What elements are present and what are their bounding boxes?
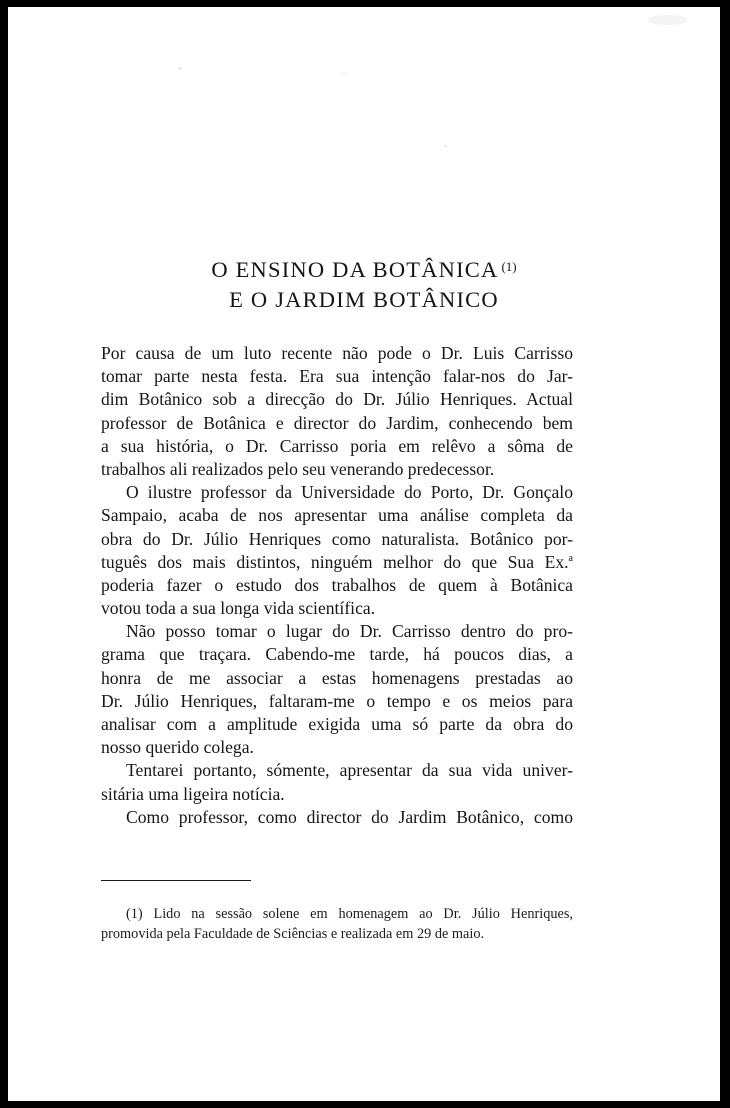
text-line: honra de me associar a estas homenagens prestadas ao <box>101 667 573 688</box>
text-line: tomar parte nesta festa. Era sua intenção falar-nos do Jar- <box>101 366 573 387</box>
text-line <box>101 551 573 574</box>
paper-speck <box>343 73 345 75</box>
text-line: poderia fazer o estudo dos trabalhos de quem à Botânica <box>101 574 573 595</box>
footnote-line: promovida pela Faculdade de Sciências e realizada em 29 de maio. <box>101 926 485 942</box>
text-line: a sua história, o Dr. Carrisso poria em relêvo a sôma de <box>101 435 573 456</box>
text-line: Por causa de um luto recente não pode o Dr. Luis Carrisso <box>101 343 573 363</box>
text-line: professor de Botânica e director do Jardim, conhecendo bem <box>101 412 573 433</box>
text-line: sitária uma ligeira notícia. <box>101 783 285 804</box>
document-page <box>8 7 720 1101</box>
footnote-divider <box>101 880 251 881</box>
text-line: dim Botânico sob a direcção do Dr. Júlio Henriques. Actual <box>101 389 573 410</box>
paper-speck <box>178 67 181 70</box>
text-line: nosso querido colega. <box>101 737 254 758</box>
footnote-line: (1) Lido na sessão solene em homenagem ao Dr. Júlio Henriques, <box>126 906 573 922</box>
text-line: analisar com a amplitude exigida uma só parte da obra do <box>101 714 573 734</box>
paper-speck <box>648 15 688 25</box>
text-line: Dr. Júlio Henriques, faltaram-me o tempo e os meios para <box>101 690 573 711</box>
text-line-content: tuguês dos mais distintos, ninguém melhor do que Sua Ex. <box>101 551 569 572</box>
paper-speck <box>444 145 447 147</box>
footnote <box>101 904 573 944</box>
text-line: grama que traçara. Cabendo-me tarde, há poucos dias, a <box>101 644 573 665</box>
text-line: Não posso tomar o lugar do Dr. Carrisso dentro do pro- <box>126 621 573 642</box>
text-line: trabalhos ali realizados pelo seu venerando predecessor. <box>101 458 495 479</box>
superscript-a: a <box>568 552 573 564</box>
text-line: Tentarei portanto, sómente, apresentar da sua vida univer- <box>126 760 573 781</box>
text-line: obra do Dr. Júlio Henriques como naturalista. Botânico por- <box>101 528 573 549</box>
title-line-1: O ENSINO DA BOTÂNICA <box>211 257 499 282</box>
footnote-reference: (1) <box>501 259 517 274</box>
text-line: O ilustre professor da Universidade do Porto, Dr. Gonçalo <box>126 482 573 503</box>
text-line: Como professor, como director do Jardim Botânico, como <box>126 806 573 827</box>
page-title <box>8 257 720 283</box>
page-subtitle: E O JARDIM BOTÂNICO <box>229 287 499 312</box>
text-line: votou toda a sua longa vida scientífica. <box>101 598 376 619</box>
text-line: Sampaio, acaba de nos apresentar uma análise completa da <box>101 505 573 526</box>
body-text <box>101 342 573 829</box>
